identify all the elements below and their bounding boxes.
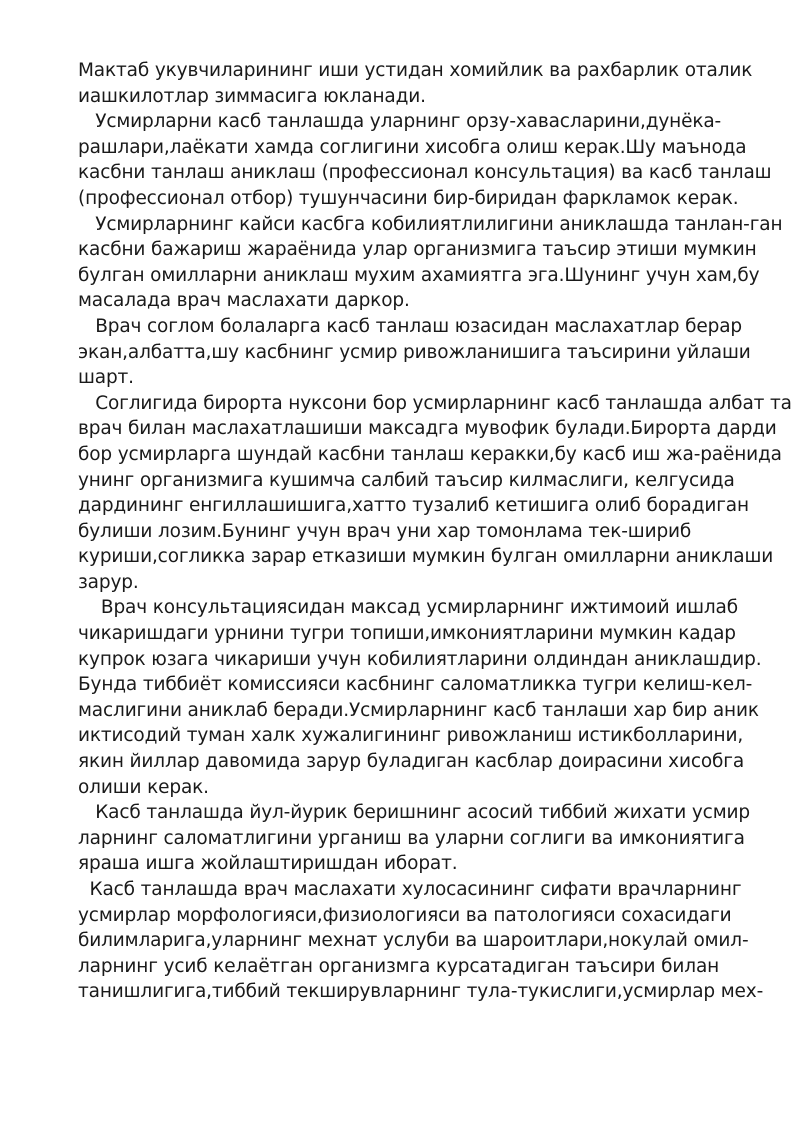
text-line: Врач консультациясидан максад усмирларнинг ижтимоий ишлаб [78, 597, 738, 619]
text-line: куриши,согликка зарар етказиши мумкин булган омилларни аниклаши [78, 546, 774, 568]
text-line: иктисодий туман халк хужалигининг ривожланиш истикболларини, [78, 725, 744, 747]
text-line: олиши керак. [78, 776, 209, 798]
text-line: якин йиллар давомида зарур буладиган касблар доирасини хисобга [78, 751, 745, 773]
text-line: Касб танлашда врач маслахати хулосасининг сифати врачларнинг [78, 879, 742, 900]
text-line: Мактаб укувчиларининг иши устидан хомийлик ва рахбарлик оталик [78, 60, 753, 81]
text-line: танишлигига,тиббий текширувларнинг тула-тукислиги,усмирлар мех- [78, 981, 764, 1003]
text-line: булиши лозим.Бунинг учун врач уни хар томонлама тек-шириб [78, 520, 692, 542]
text-line: чикаришдаги урнини тугри топиши,имкониятларини мумкин кадар [78, 623, 736, 645]
text-line: (профессионал отбор) тушунчасини бир-биридан фаркламок керак. [78, 187, 739, 209]
text-line: купрок юзага чикариши учун кобилиятларини олдиндан аниклашдир. [78, 648, 762, 670]
text-line: Бунда тиббиёт комиссияси касбнинг саломатликка тугри келиш-кел- [78, 674, 753, 696]
text-line: Врач соглом болаларга касб танлаш юзасидан маслахатлар берар [78, 315, 742, 337]
text-line: Соглигида бирорта нуксони бор усмирларнинг касб танлашда албат та [78, 392, 792, 414]
text-line: врач билан маслахатлашиши максадга мувофик булади.Бирорта дарди [78, 418, 777, 440]
text-line: билимларига,уларнинг мехнат услуби ва шароитлари,нокулай омил- [78, 930, 749, 952]
text-line: Усмирларнинг кайси касбга кобилиятлилигини аниклашда танлан-ган [78, 213, 783, 235]
text-line: унинг организмига кушимча салбий таъсир килмаслиги, келгусида [78, 469, 735, 491]
text-line: иашкилотлар зиммасига юкланади. [78, 85, 426, 107]
text-line: булган омилларни аниклаш мухим ахамиятга эга.Шунинг учун хам,бу [78, 264, 760, 286]
text-line: шарт. [78, 367, 134, 389]
text-line: ларнинг саломатлигини урганиш ва уларни соглиги ва имкониятига [78, 827, 745, 849]
text-line: маслигини аниклаб беради.Усмирларнинг касб танлаши хар бир аник [78, 699, 759, 721]
text-line: масалада врач маслахати даркор. [78, 290, 410, 312]
body-text [78, 58, 792, 1005]
text-line: касбни бажариш жараёнида улар организмига таъсир этиши мумкин [78, 239, 757, 261]
text-line: Усмирларни касб танлашда уларнинг орзу-хавасларини,дунёка- [78, 111, 722, 133]
text-line: усмирлар морфологияси,физиологияси ва патологияси сохасидаги [78, 904, 732, 926]
text-line: касбни танлаш аниклаш (профессионал консультация) ва касб танлаш [78, 162, 772, 184]
text-line: рашлари,лаёкати хамда соглигини хисобга олиш керак.Шу маънода [78, 136, 747, 158]
text-line: ларнинг усиб келаётган организмга курсатадиган таъсири билан [78, 955, 720, 977]
text-line: яраша ишга жойлаштиришдан иборат. [78, 853, 458, 875]
text-line: экан,албатта,шу касбнинг усмир ривожланишига таъсирини уйлаши [78, 341, 751, 363]
text-line: зарур. [78, 571, 139, 593]
text-line: дардининг енгиллашишига,хатто тузалиб кетишига олиб борадиган [78, 495, 749, 517]
text-line: бор усмирларга шундай касбни танлаш керакки,бу касб иш жа-раёнида [78, 443, 782, 465]
text-line: Касб танлашда йул-йурик беришнинг асосий тиббий жихати усмир [78, 802, 750, 824]
